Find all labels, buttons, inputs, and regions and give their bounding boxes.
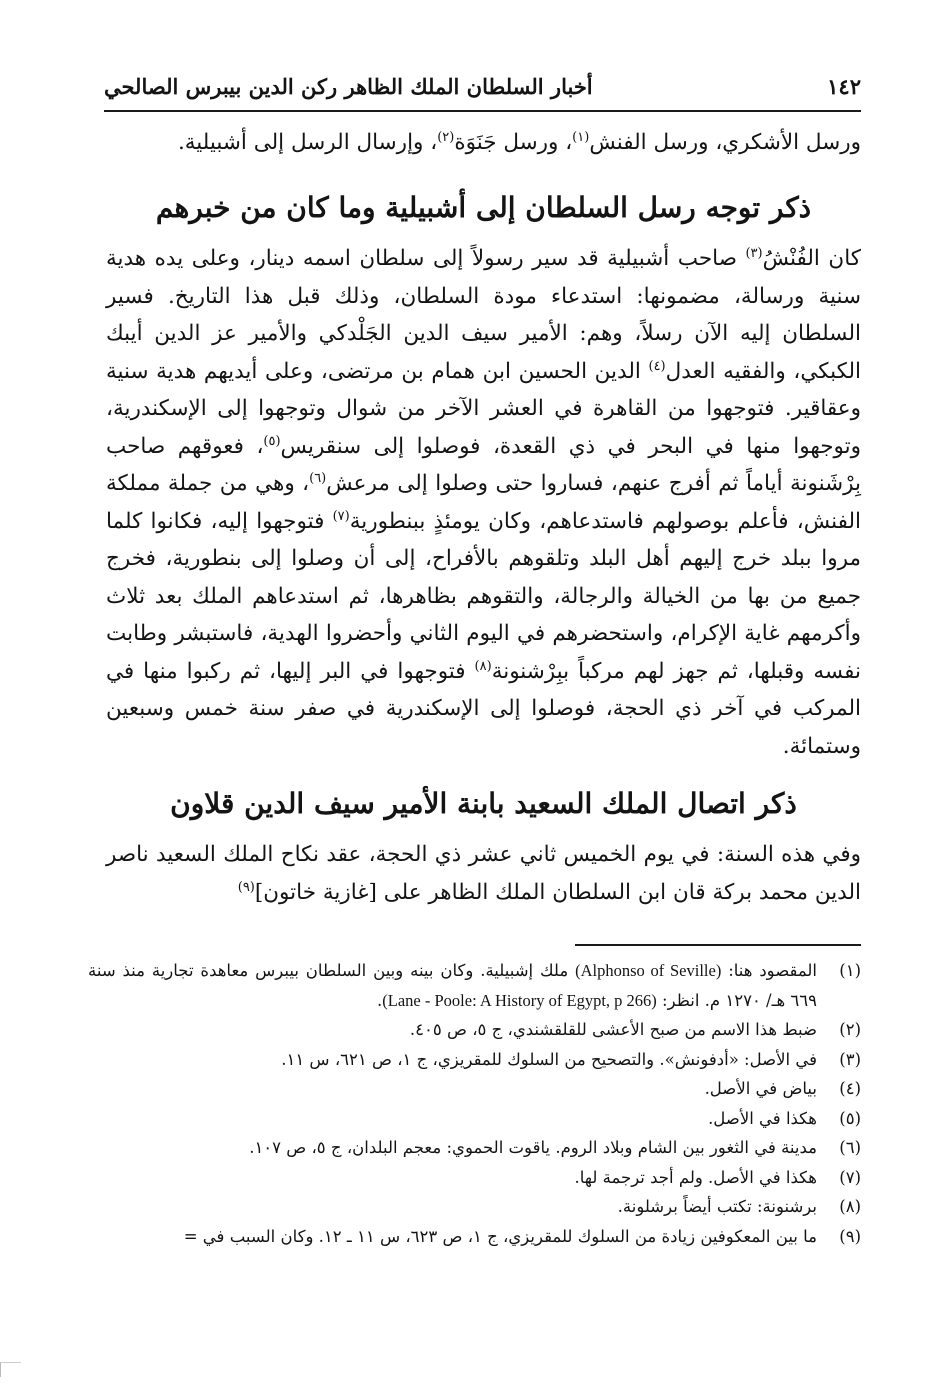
running-header [104,68,861,104]
footnote-text: بياض في الأصل. [704,1079,817,1098]
footnote-6 [88,1133,861,1163]
footnote-1-latin-1: (Alphonso of Seville) [575,961,722,980]
opening-paragraph [106,124,861,162]
opening-text-2: ، ورسل جَنَوَة [454,130,573,155]
footnote-text: هكذا في الأصل. [708,1108,817,1128]
footnote-1-pre: المقصود هنا: [721,961,818,980]
s1-text-b: صاحب أشبيلية قد سير رسولاً إلى سلطان اسمه دينار، وعلى يده هدية سنية ورسالة، مضمونها: استدعاء مودة السلطان، وذلك قبل هذا التاريخ. فسير السلطان إليه الآن رسلاً، وهم: الأمير سيف الدين الجَلْدكي والأمير عز الدين أيبك الكبكي، والفقيه العدل [106,246,861,384]
s1-text-c: الدين الحسين ابن همام بن مرتضى، وعلى أيديهم هدية سنية وعقاقير. فتوجهوا من القاهرة في العشر الآخر من شوال وتوجهوا إلى الإسكندرية، وتوجهوا منها في البحر في ذي القعدة، فوصلوا إلى سنقريس [106,358,861,459]
opening-text-1: ورسل الأشكري، ورسل الفنش [589,130,861,155]
footnote-number: (٣) [839,1049,861,1069]
footnote-number: (٩) [839,1226,861,1246]
s2-text-a: وفي هذه السنة: في يوم الخميس ثاني عشر ذي الحجة، عقد نكاح الملك السعيد ناصر الدين محمد بركة قان ابن السلطان الملك الظاهر على [غازية خاتون] [106,842,861,905]
s1-text-a: كان الفُنْشُ [762,246,861,271]
footnote-5 [88,1104,861,1134]
footnote-8 [88,1192,861,1222]
s1-text-e: ، وهي من جملة مملكة الفنش، فأعلم بوصولهم فاستدعاهم، وكان يومئذٍ ببنطورية [106,471,861,534]
footnote-4 [88,1074,861,1104]
footnote-2 [88,1015,861,1045]
section-2-paragraph [106,836,861,911]
s1-text-f: فتوجهوا إليه، فكانوا كلما مروا ببلد خرج إليهم أهل البلد وتلقوهم بالأفراح، إلى أن وصلوا إلى بنطورية، فخرج جميع من بها من الخيالة والرجالة، والتقوهم بظاهرها، ثم استدعاهم الملك بعد ثلاث وأكرمهم غاية الإكرام، واستحضرهم في اليوم الثاني وأحضروا الهدية، فاستبشر وطابت نفسه وقبلها، ثم جهز لهم مركباً ببِرْشنونة [106,508,861,684]
footnote-ref-6[interactable]: (٦) [309,470,327,486]
footnote-text: ما بين المعكوفين زيادة من السلوك للمقريزي، ج ١، ص ٦٢٣، س ١١ ـ ١٢. وكان السبب في = [183,1226,817,1246]
footnote-number: (٢) [839,1020,861,1039]
footnote-1-post: . [377,990,383,1010]
section-heading-1: ذكر توجه رسل السلطان إلى أشبيلية وما كان من خبرهم [155,191,812,224]
footnote-9 [88,1222,861,1252]
section-2-body [106,836,861,911]
footnote-ref-4[interactable]: (٤) [648,358,666,374]
footnote-text: مدينة في الثغور بين الشام وبلاد الروم. ياقوت الحموي: معجم البلدان، ج ٥، ص ١٠٧. [249,1138,817,1157]
footnote-ref-3[interactable]: (٣) [745,245,763,261]
section-heading-2: ذكر اتصال الملك السعيد بابنة الأمير سيف الدين قلاون [170,787,797,820]
s1-text-g: فتوجهوا في البر إليها، ثم ركبوا منها في المركب في آخر ذي الحجة، فوصلوا إلى الإسكندرية في صفر سنة خمس وسبعين وستمائة. [106,658,861,759]
footnote-ref-7[interactable]: (٧) [332,508,350,524]
footnote-3 [88,1045,861,1075]
footnote-1-latin-2: (Lane - Poole: A History of Egypt, p 266) [382,990,657,1010]
section-1-body [106,240,861,765]
footnote-ref-8[interactable]: (٨) [474,658,492,674]
footnote-text: هكذا في الأصل. ولم أجد ترجمة لها. [574,1167,817,1187]
footnote-ref-5[interactable]: (٥) [263,433,281,449]
header-rule [104,110,861,112]
footnote-number: (٥) [839,1108,861,1128]
footnote-text: برشنونة: تكتب أيضاً برشلونة. [617,1197,817,1216]
footnote-number: (٧) [839,1167,861,1187]
footnotes [88,956,861,1251]
section-1-paragraph [106,240,861,765]
footnote-text: ضبط هذا الاسم من صبح الأعشى للقلقشندي، ج ٥، ص ٤٠٥. [409,1020,817,1039]
footnote-number: (٦) [839,1138,861,1157]
page-number: ١٤٢ [827,73,861,99]
footnote-number: (١) [839,961,861,980]
footnote-text [88,956,817,1015]
footnote-ref-9[interactable]: (٩) [237,879,255,895]
footnote-number: (٨) [839,1197,861,1216]
footnote-7 [88,1163,861,1193]
footnote-text: في الأصل: «أدفونش». والتصحيح من السلوك للمقريزي، ج ١، ص ٦٢١، س ١١. [281,1049,817,1069]
footnote-rule [575,944,861,946]
footnote-ref-1[interactable]: (١) [572,129,590,145]
opening-text-3: ، وإرسال الرسل إلى أشبيلية. [177,130,438,155]
scan-edge-mark [0,1362,21,1377]
footnote-1-mid: ملك إشبيلية. وكان بينه وبين السلطان بيبرس معاهدة تجارية منذ سنة ٦٦٩ هـ/ ١٢٧٠ م. انظر: [88,961,817,1010]
opening-line [106,124,861,162]
footnote-number: (٤) [839,1079,861,1098]
s1-text-d: ، فعوقهم صاحب بِرْشَنونة أياماً ثم أفرج عنهم، فساروا حتى وصلوا إلى مرعش [106,433,861,496]
running-title: أخبار السلطان الملك الظاهر ركن الدين بيبرس الصالحي [104,73,593,99]
footnote-ref-2[interactable]: (٢) [437,129,455,145]
footnote-1 [88,956,861,1015]
